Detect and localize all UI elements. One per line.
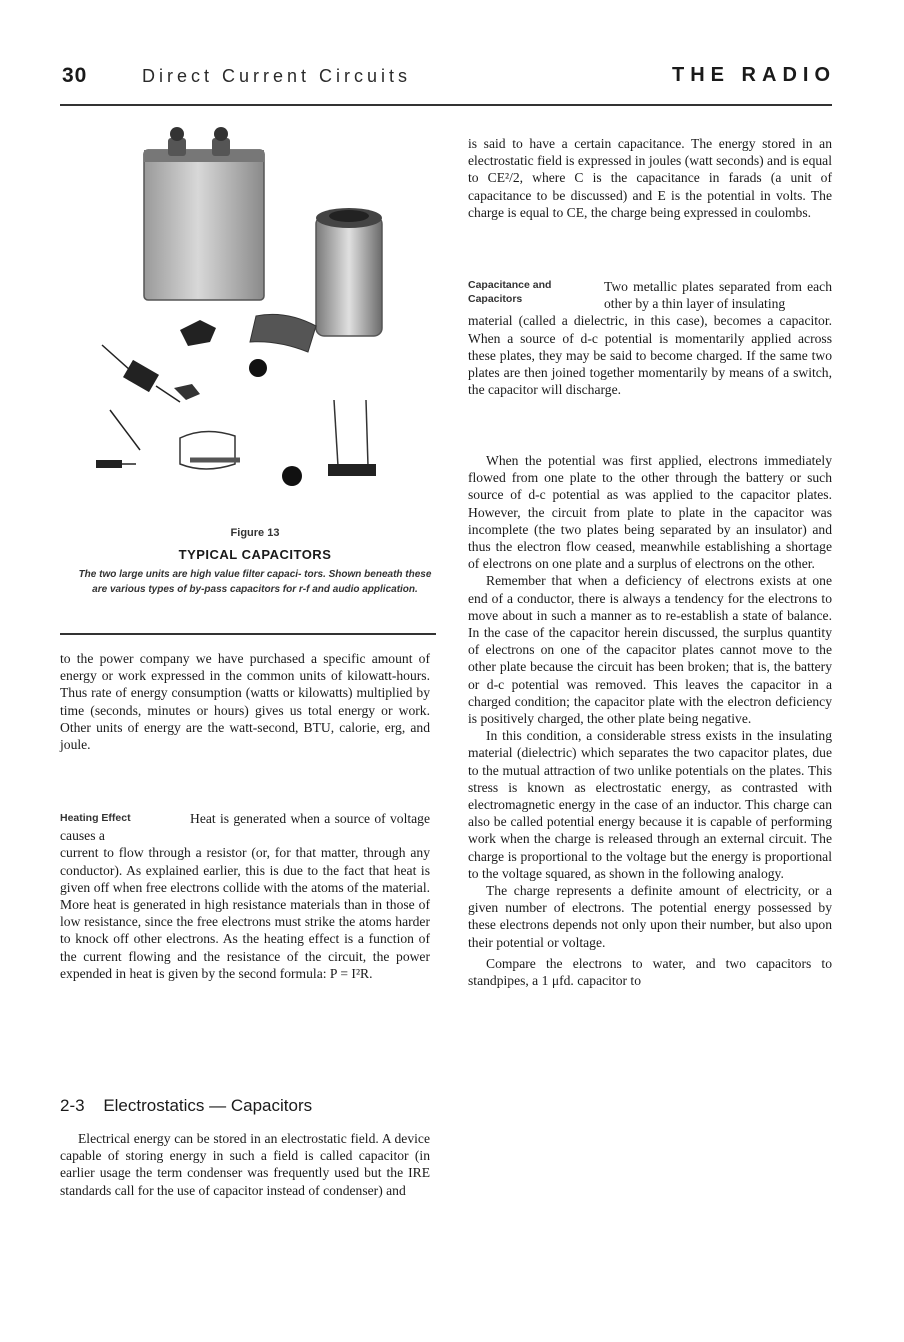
capacitance-sidehead: Capacitance and Capacitors (468, 279, 552, 305)
heating-effect-block (60, 810, 430, 982)
filter-capacitor-cylinder (316, 208, 382, 336)
page-number: 30 (62, 64, 88, 87)
right-column-top (468, 135, 832, 221)
paragraph: When the potential was first applied, electrons immediately flowed from one plate to the other through the battery or such source of d-c potential as was applied to the capacitor plates. However, the circuit from plate to plate in the capacitor was incomplete (the two plates being separated by an insulator) and thus the electron flow ceased, meanwhile establishing a shortage of electrons on one plate and a surplus of electrons on the other. (468, 453, 832, 572)
paragraph: Compare the electrons to water, and two capacitors to standpipes, a 1 μfd. capacitor to (468, 955, 832, 989)
right-column-body (468, 452, 832, 989)
section-heading (60, 1096, 312, 1116)
paragraph: In this condition, a considerable stress exists in the insulating material (dielectric) which separates the two capacitor plates, due to the mutual attraction of two unlike potentials on the plates. This stress is known as electrostatic energy, as contrasted with electromagnetic energy in the case of an inductor. This charge can also be called potential energy because it is capable of performing work when the charge is released through an external circuit. The charge is proportional to the voltage but the energy is proportional to the voltage squared, as shown in the following analogy. (468, 728, 832, 881)
heating-effect-lead: Heat is generated when a source of voltage causes a (60, 811, 430, 844)
heating-effect-body: current to flow through a resistor (or, for that matter, through any conductor). As explained earlier, this is due to the fact that heat is given off when free electrons collide with the atoms of the material. More heat is generated in high resistance materials than in those of low resistance, since the free electrons must strike the atoms harder to knock off other electrons. As the heating effect is a function of the current flowing and the resistance of the circuit, the power expended in heat is given by the second formula: P = I²R. (60, 845, 430, 981)
figure-description: The two large units are high value filter capaci- tors. Shown beneath these are various types of by-pass capacitors for r-f and audio application. (78, 569, 432, 595)
section-number: 2-3 (60, 1096, 85, 1115)
capacitance-lead: Two metallic plates separated from each other by a thin layer of insulating (604, 279, 832, 312)
running-chapter-title: Direct Current Circuits (142, 66, 412, 86)
left-column-continued (60, 650, 430, 753)
figure-label: Figure 13 (230, 527, 280, 539)
paragraph: Remember that when a deficiency of electrons exists at one end of a conductor, there is always a tendency for the electrons to move about in such a manner as to re-establish a state of balance. In the case of the capacitor herein discussed, the surplus quantity of electrons on one of the capacitor plates cannot move to the other plate because the circuit has been broken; that is, the battery or d-c potential was removed. This leaves the capacitor in a charged condition; the capacitor plate with the electron deficiency is positively charged, the other plate being negative. (468, 573, 832, 727)
figure-rule (60, 633, 436, 635)
running-book-title: THE RADIO (672, 64, 836, 86)
paragraph: Electrical energy can be stored in an electrostatic field. A device capable of storing energy in such a field is called capacitor (in earlier usage the term condenser was frequently used but the IRE standards call for the use of capacitor instead of condenser) and (60, 1131, 430, 1198)
figure-title: TYPICAL CAPACITORS (178, 547, 332, 562)
header-rule (60, 104, 832, 106)
capacitors-photo (70, 120, 440, 520)
bypass-capacitors (96, 314, 376, 486)
paragraph: to the power company we have purchased a specific amount of energy or work expressed in the common units of kilowatt-hours. Thus rate of energy consumption (watts or kilowatts) multiplied by time (seconds, minutes or hours) gives us total energy or work. Other units of energy are the watt-second, BTU, calorie, erg, and joule. (60, 651, 430, 753)
heating-effect-sidehead: Heating Effect (60, 812, 131, 824)
paragraph: is said to have a certain capacitance. The energy stored in an electrostatic field is expressed in joules (watt seconds) and is equal to CE²/2, where C is the capacitance in farads (a unit of capacitance to be discussed) and E is the potential in volts. The charge is equal to CE, the charge being expressed in coulombs. (468, 136, 832, 220)
section-intro (60, 1130, 430, 1199)
filter-capacitor-can (144, 127, 264, 300)
capacitance-body: material (called a dielectric, in this case), becomes a capacitor. When a source of d-c potential is momentarily applied across these plates, they may be said to become charged. If the same two plates are then joined together momentarily by means of a switch, the capacitor will discharge. (468, 313, 832, 398)
section-title: Electrostatics — Capacitors (103, 1096, 313, 1115)
paragraph: The charge represents a definite amount of electricity, or a given number of electrons. The potential energy possessed by these electrons depends not only upon their number, but also upon their potential or voltage. (468, 883, 832, 950)
capacitance-block (468, 278, 832, 398)
